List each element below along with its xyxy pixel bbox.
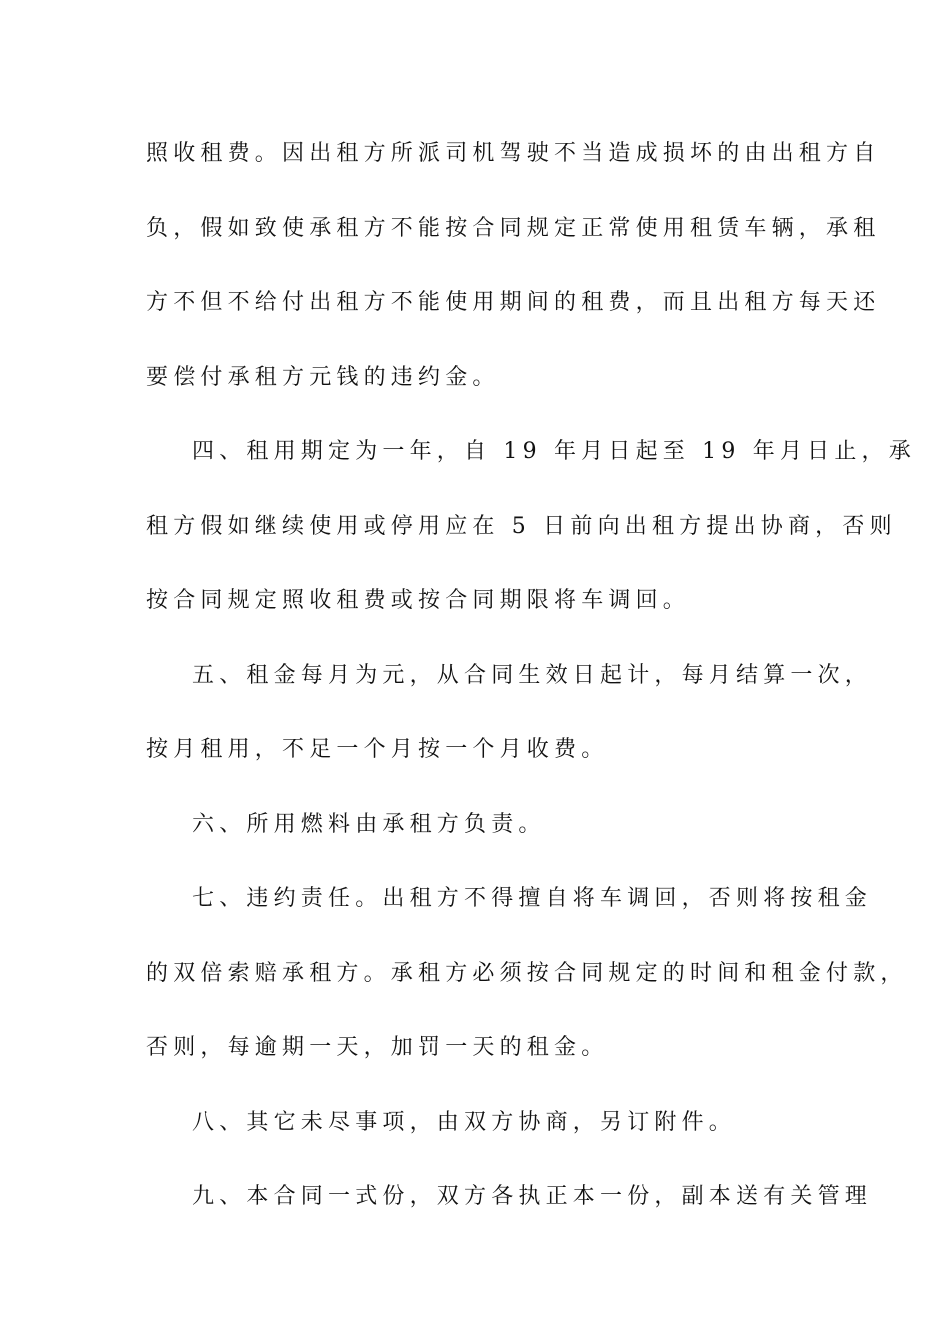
- text-line-4: 要偿付承租方元钱的违约金。: [146, 364, 500, 390]
- clause-7-line-1: 七、违约责任。出租方不得擅自将车调回，否则将按租金: [192, 886, 873, 911]
- contract-text-body: [146, 132, 916, 1250]
- text-line-3: 方不但不给付出租方不能使用期间的租费，而且出租方每天还: [146, 290, 881, 315]
- text-line-2: 负，假如致使承租方不能按合同规定正常使用租赁车辆，承租: [146, 215, 881, 241]
- clause-6-line-1: 六、所用燃料由承租方负责。: [192, 811, 546, 837]
- text-line-1: 照收租费。因出租方所派司机驾驶不当造成损坏的由出租方自: [146, 141, 881, 166]
- clause-8-line-1: 八、其它未尽事项，由双方协商，另订附件。: [192, 1109, 737, 1135]
- clause-4-line-3: 按合同规定照收租费或按合同期限将车调回。: [146, 588, 691, 613]
- clause-5-line-2: 按月租用，不足一个月按一个月收费。: [146, 737, 609, 762]
- clause-5-line-1: 五、租金每月为元，从合同生效日起计，每月结算一次，: [192, 662, 873, 688]
- clause-4-line-1: 四、租用期定为一年，自 19 年月日起至 19 年月日止，承: [192, 439, 916, 464]
- clause-9-line-1: 九、本合同一式份，双方各执正本一份，副本送有关管理: [192, 1184, 873, 1209]
- clause-7-line-2: 的双倍索赔承租方。承租方必须按合同规定的时间和租金付款，: [146, 960, 908, 986]
- clause-4-line-2: 租方假如继续使用或停用应在 5 日前向出租方提出协商，否则: [146, 513, 897, 539]
- clause-7-line-3: 否则，每逾期一天，加罚一天的租金。: [146, 1035, 609, 1060]
